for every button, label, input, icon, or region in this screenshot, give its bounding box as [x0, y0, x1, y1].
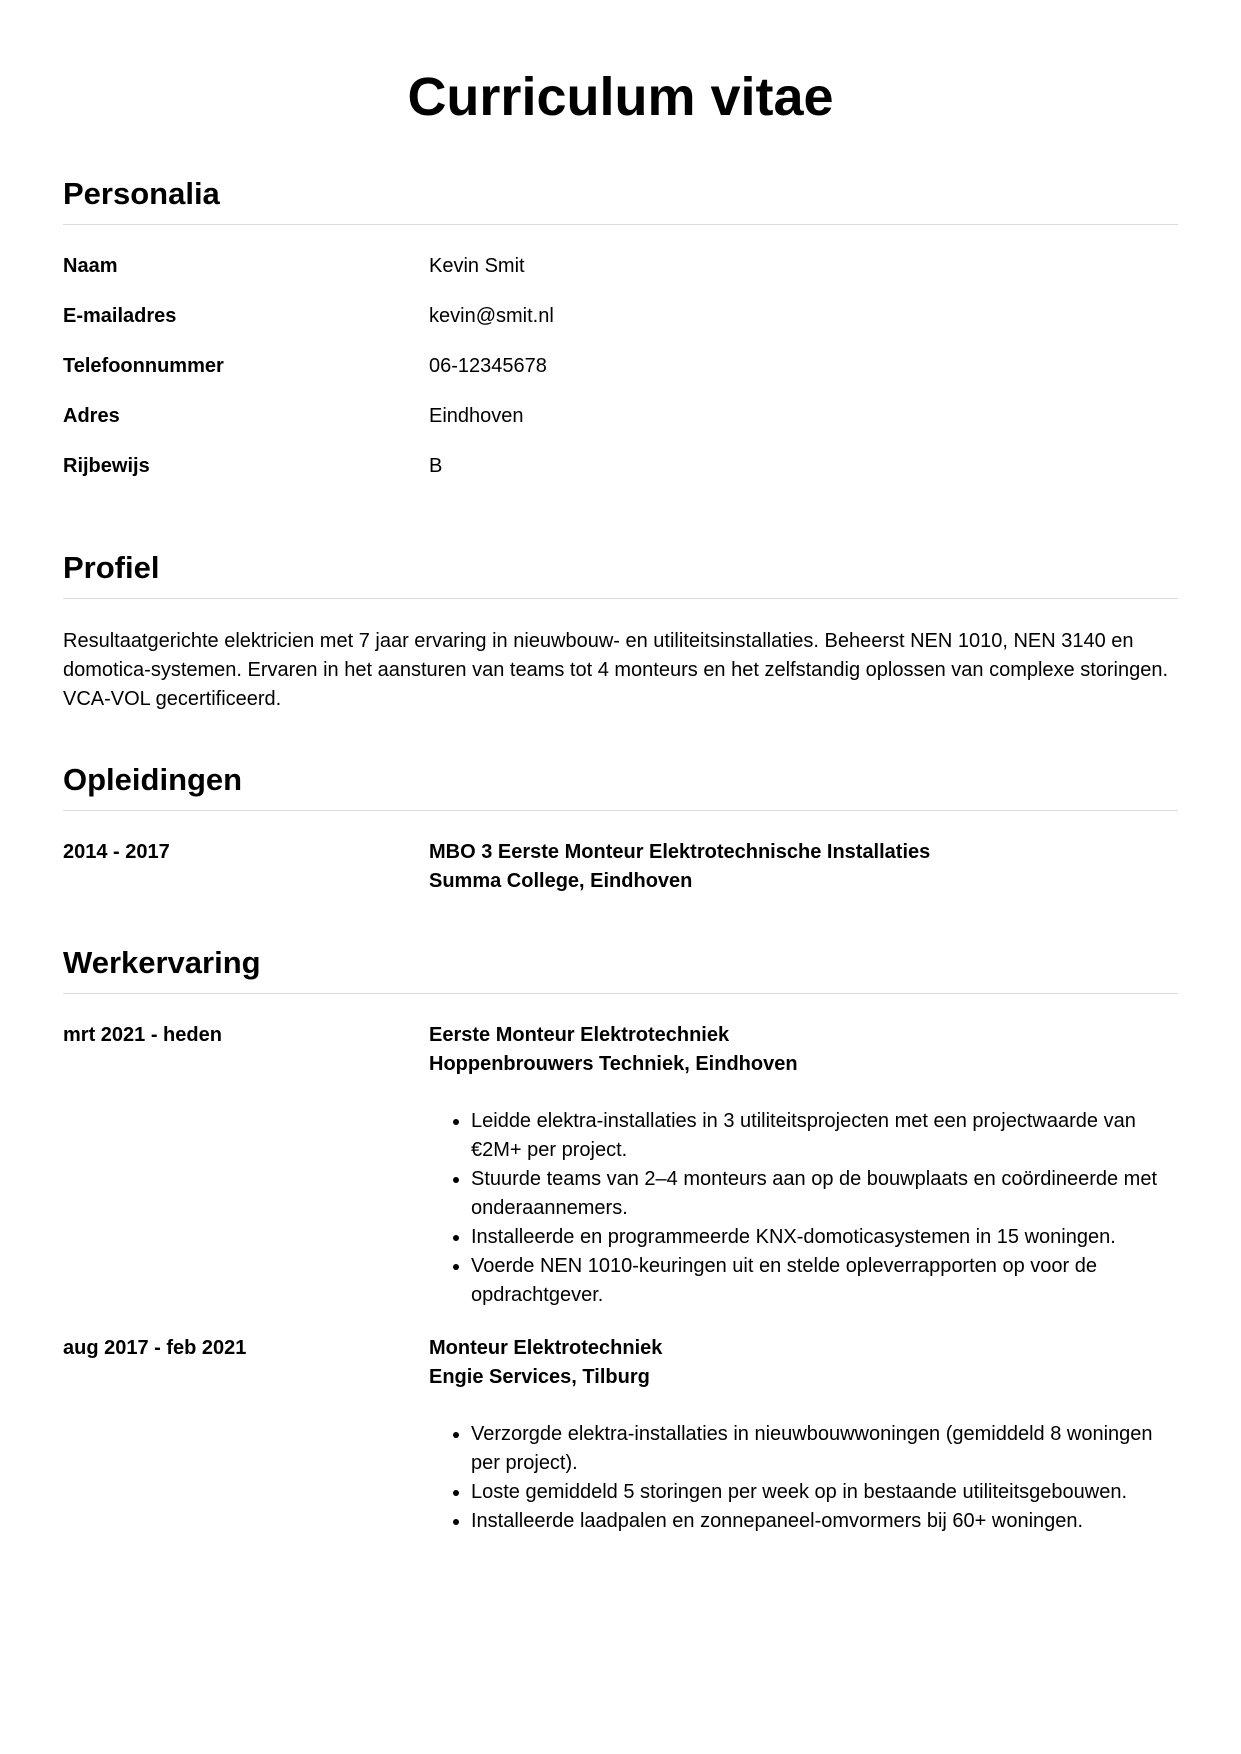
work-details	[429, 1021, 1178, 1310]
personalia-value: 06-12345678	[429, 355, 547, 377]
work-details	[429, 1334, 1178, 1536]
section-heading-profiel: Profiel	[63, 548, 1178, 599]
work-title: Monteur Elektrotechniek	[429, 1337, 663, 1359]
list-item: • Installeerde laadpalen en zonnepaneel-omvormers bij 60+ woningen.	[471, 1507, 1178, 1536]
list-item: • Leidde elektra-installaties in 3 utiliteitsprojecten met een projectwaarde van €2M+ per project.	[471, 1107, 1178, 1165]
work-entry	[63, 1021, 1178, 1310]
work-bullets	[429, 1107, 1178, 1310]
section-opleidingen	[63, 760, 1178, 896]
list-item: • Stuurde teams van 2–4 monteurs aan op de bouwplaats en coördineerde met onderaannemers.	[471, 1165, 1178, 1223]
list-item: • Loste gemiddeld 5 storingen per week op in bestaande utiliteitsgebouwen.	[471, 1478, 1178, 1507]
section-heading-personalia: Personalia	[63, 174, 1178, 225]
personalia-label: Telefoonnummer	[63, 355, 224, 377]
personalia-value: kevin@smit.nl	[429, 305, 554, 327]
personalia-label: E-mailadres	[63, 305, 177, 327]
personalia-row-rijbewijs	[63, 452, 1178, 502]
education-entry	[63, 838, 1178, 896]
education-period: 2014 - 2017	[63, 841, 170, 863]
section-heading-werkervaring: Werkervaring	[63, 943, 1178, 994]
work-bullets	[429, 1420, 1178, 1536]
work-period: mrt 2021 - heden	[63, 1024, 222, 1046]
personalia-row-email	[63, 302, 1178, 352]
work-entry	[63, 1334, 1178, 1536]
education-details	[429, 838, 1178, 896]
personalia-label: Adres	[63, 405, 120, 427]
personalia-row-adres	[63, 402, 1178, 452]
section-personalia	[63, 174, 1178, 502]
personalia-row-naam	[63, 252, 1178, 302]
work-title: Eerste Monteur Elektrotechniek	[429, 1024, 730, 1046]
work-period: aug 2017 - feb 2021	[63, 1337, 247, 1359]
list-item: • Installeerde en programmeerde KNX-domoticasystemen in 15 woningen.	[471, 1223, 1178, 1252]
section-profiel	[63, 548, 1178, 714]
document-title: Curriculum vitae	[407, 67, 834, 127]
personalia-value: Eindhoven	[429, 405, 524, 427]
section-heading-opleidingen: Opleidingen	[63, 760, 1178, 811]
personalia-list	[63, 252, 1178, 502]
personalia-label: Rijbewijs	[63, 455, 150, 477]
list-item: • Verzorgde elektra-installaties in nieuwbouwwoningen (gemiddeld 8 woningen per project).	[471, 1420, 1178, 1478]
education-title: MBO 3 Eerste Monteur Elektrotechnische Installaties	[429, 841, 931, 863]
work-company: Hoppenbrouwers Techniek, Eindhoven	[429, 1053, 798, 1075]
personalia-label: Naam	[63, 255, 118, 277]
education-institution: Summa College, Eindhoven	[429, 870, 693, 892]
list-item: • Voerde NEN 1010-keuringen uit en stelde opleverrapporten op voor de opdrachtgever.	[471, 1252, 1178, 1310]
section-werkervaring	[63, 943, 1178, 1536]
personalia-value: Kevin Smit	[429, 255, 525, 277]
personalia-row-telefoon	[63, 352, 1178, 402]
profile-text: Resultaatgerichte elektricien met 7 jaar ervaring in nieuwbouw- en utiliteitsinstallaties. Beheerst NEN 1010, NEN 3140 en domotica-systemen. Ervaren in het aansturen van teams tot 4 monteurs en het zelfstandig oplossen van complexe storingen. VCA-VOL gecertificeerd.	[63, 630, 1169, 710]
personalia-value: B	[429, 455, 443, 477]
work-company: Engie Services, Tilburg	[429, 1366, 650, 1388]
